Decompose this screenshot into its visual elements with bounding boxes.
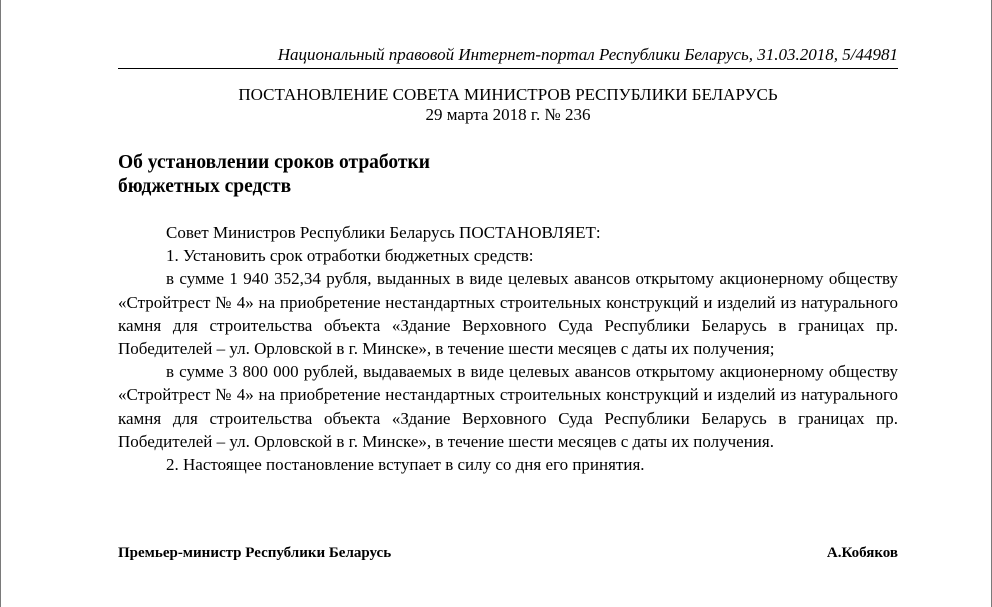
paragraph-preamble: Совет Министров Республики Беларусь ПОСТАНОВЛЯЕТ: (166, 223, 601, 242)
paragraph-subitem-2: в сумме 3 800 000 рублей, выдаваемых в виде целевых авансов открытому акционерному обществу «Стройтрест № 4» на приобретение нестандартных строительных конструкций и изделий из натурального камня для строительства объекта «Здание Верховного Суда Республики Беларусь в границах пр. Победителей – ул. Орловской в г. Минске», в течение шести месяцев с даты их получения. (118, 362, 898, 451)
paragraph-subitem-1: в сумме 1 940 352,34 рубля, выданных в виде целевых авансов открытому акционерному обществу «Стройтрест № 4» на приобретение нестандартных строительных конструкций и изделий из натурального камня для строительства объекта «Здание Верховного Суда Республики Беларусь в границах пр. Победителей – ул. Орловской в г. Минске», в течение шести месяцев с даты их получения; (118, 269, 898, 359)
signatory-name: А.Кобяков (826, 545, 898, 561)
portal-header: Национальный правовой Интернет-портал Республики Беларусь, 31.03.2018, 5/44981 (118, 44, 898, 69)
document-title-line: Об установлении сроков отработки (118, 152, 430, 173)
document-type: ПОСТАНОВЛЕНИЕ СОВЕТА МИНИСТРОВ РЕСПУБЛИКИ БЕЛАРУСЬ (238, 85, 778, 104)
document-title-line: бюджетных средств (118, 176, 292, 197)
paragraph-item-2: 2. Настоящее постановление вступает в силу со дня его принятия. (166, 455, 645, 475)
document-date-number: 29 марта 2018 г. № 236 (425, 105, 591, 124)
paragraph-item-1: 1. Установить срок отработки бюджетных средств: (166, 246, 534, 266)
document-title (118, 151, 898, 199)
signatory-position: Премьер-министр Республики Беларусь (118, 545, 392, 561)
document-body (118, 221, 898, 476)
